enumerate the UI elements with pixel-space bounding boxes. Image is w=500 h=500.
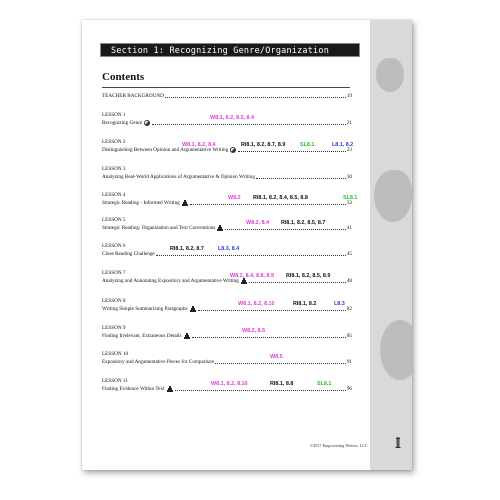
stairs-icon <box>184 333 190 339</box>
standards-label: L8.3, 8.4 <box>218 246 240 252</box>
lesson-number: LESSON 2 <box>102 139 126 145</box>
toc-entry <box>102 325 352 343</box>
lesson-title: Strategic Reading - Informed Writing <box>102 200 180 206</box>
page-number: 82 <box>346 306 352 312</box>
toc-line <box>102 147 352 153</box>
standards-label: L8.3 <box>334 301 345 307</box>
standards-label: RI8.1, 8.2 <box>293 301 317 307</box>
lesson-title: Analyzing Real-World Applications of Argumentative & Opinion Writing <box>102 174 255 180</box>
lesson-number: LESSON 8 <box>102 298 126 304</box>
lighthouse-icon <box>394 436 402 448</box>
lesson-title: Finding Irrelevant, Extraneous Details <box>102 333 182 339</box>
toc-line <box>102 333 352 339</box>
document-page <box>82 20 412 470</box>
section-header: Section 1: Recognizing Genre/Organization <box>100 43 360 57</box>
toc-entry <box>102 270 352 288</box>
toc-line <box>102 359 352 365</box>
stairs-icon <box>182 200 188 206</box>
toc-entry <box>102 139 352 157</box>
lesson-title: Finding Evidence Within Text <box>102 386 165 392</box>
toc-entry <box>102 217 352 235</box>
lesson-title: Recognizing Genre <box>102 120 143 126</box>
apple-icon <box>376 58 404 92</box>
lesson-title: Distinguishing Between Opinion and Argumentative Writing <box>102 147 229 153</box>
lesson-title: Expository and Argumentative Pieces for Comparison <box>102 359 215 365</box>
page-number: 19 <box>346 93 352 99</box>
toc-entry <box>102 192 358 210</box>
title-rule <box>102 87 350 88</box>
stairs-icon <box>190 306 196 312</box>
lesson-title: Analyzing and Annotating Expository and Argumentative Writing <box>102 278 239 284</box>
contents-title: Contents <box>102 71 145 83</box>
standards-label: RI8.1, 8.2, 8.5, 8.7 <box>281 220 326 226</box>
lesson-title: Writing Simple Summarizing Paragraphs <box>102 306 188 312</box>
toc-entry <box>102 298 352 316</box>
leader-dots <box>256 177 346 179</box>
standards-label: W8.1, 8.2, 8.10 <box>238 301 275 307</box>
standards-label: W8.5 <box>270 354 283 360</box>
page-number: 33 <box>346 200 352 206</box>
page-number: 48 <box>346 278 352 284</box>
toc-entry <box>102 166 352 184</box>
lesson-number: LESSON 9 <box>102 325 126 331</box>
page-number: 85 <box>346 333 352 339</box>
page-number: 96 <box>346 386 352 392</box>
toc-entry <box>102 378 352 396</box>
page-number: 91 <box>346 359 352 365</box>
lesson-number: LESSON 3 <box>102 166 126 172</box>
toc-line <box>102 200 352 206</box>
leader-dots <box>165 96 346 98</box>
toc-entry <box>102 243 352 261</box>
standards-label: SL8.1 <box>300 142 315 148</box>
lesson-number: LESSON 1 <box>102 112 126 118</box>
lesson-title: TEACHER BACKGROUND <box>102 93 164 99</box>
copyright-footer: ©2017 Empowering Writers, LLC <box>310 443 368 448</box>
lesson-title: Close Reading Challenge <box>102 251 155 257</box>
lesson-number: LESSON 10 <box>102 351 129 357</box>
lesson-number: LESSON 7 <box>102 270 126 276</box>
standards-label: W8.2, 8.4 <box>246 220 270 226</box>
stairs-icon <box>217 225 223 231</box>
clock-icon <box>230 147 236 153</box>
standards-label: RI8.1, 8.2, 8.5, 8.9 <box>286 273 331 279</box>
standards-label: SL8.1 <box>317 381 332 387</box>
standards-label: W8.2, 8.4, 8.8, 8.9 <box>230 273 275 279</box>
leader-dots <box>192 336 346 338</box>
page-number: 23 <box>346 147 352 153</box>
standards-label: W8.1, 8.2, 8.3, 8.4 <box>210 115 255 121</box>
clock-icon <box>144 120 150 126</box>
sidebar-decoration <box>370 20 412 470</box>
toc-entry <box>102 93 352 111</box>
apple-icon <box>374 170 412 222</box>
leader-dots <box>225 228 345 230</box>
leader-dots <box>156 254 346 256</box>
toc-entry <box>102 112 352 130</box>
standards-label: W8.1, 8.2, 8.4 <box>182 142 216 148</box>
standards-label: W8.2 <box>228 195 241 201</box>
apple-icon <box>380 320 412 380</box>
toc-line <box>102 174 352 180</box>
leader-dots <box>190 203 346 205</box>
lesson-number: LESSON 4 <box>102 192 126 198</box>
standards-label: L8.1, 8.2 <box>332 142 354 148</box>
lesson-title: Strategic Reading: Organization and Text Conventions <box>102 225 216 231</box>
lesson-number: LESSON 11 <box>102 378 128 384</box>
page-number: 21 <box>346 120 352 126</box>
page-number: 41 <box>346 225 352 231</box>
toc-entry <box>102 351 352 369</box>
standards-label: W8.2, 8.5 <box>242 328 266 334</box>
page-number: 45 <box>346 251 352 257</box>
page-number: 30 <box>346 174 352 180</box>
standards-label: W8.1, 8.2, 8.10 <box>211 381 248 387</box>
leader-dots <box>175 389 346 391</box>
standards-label: RI8.1, 8.2, 8.7 <box>170 246 204 252</box>
leader-dots <box>215 362 346 364</box>
standards-label: RI8.1, 8.8 <box>270 381 294 387</box>
lesson-number: LESSON 5 <box>102 217 126 223</box>
leader-dots <box>152 123 346 125</box>
stairs-icon <box>167 386 173 392</box>
leader-dots <box>249 281 346 283</box>
standards-label: RI8.1, 8.2, 8.4, 8.5, 8.8 <box>253 195 308 201</box>
toc-line <box>102 93 352 99</box>
standards-label: SL8.1 <box>343 195 358 201</box>
lesson-number: LESSON 6 <box>102 243 126 249</box>
leader-dots <box>238 150 346 152</box>
leader-dots <box>198 309 346 311</box>
standards-label: RI8.1, 8.2, 8.7, 8.9 <box>241 142 286 148</box>
